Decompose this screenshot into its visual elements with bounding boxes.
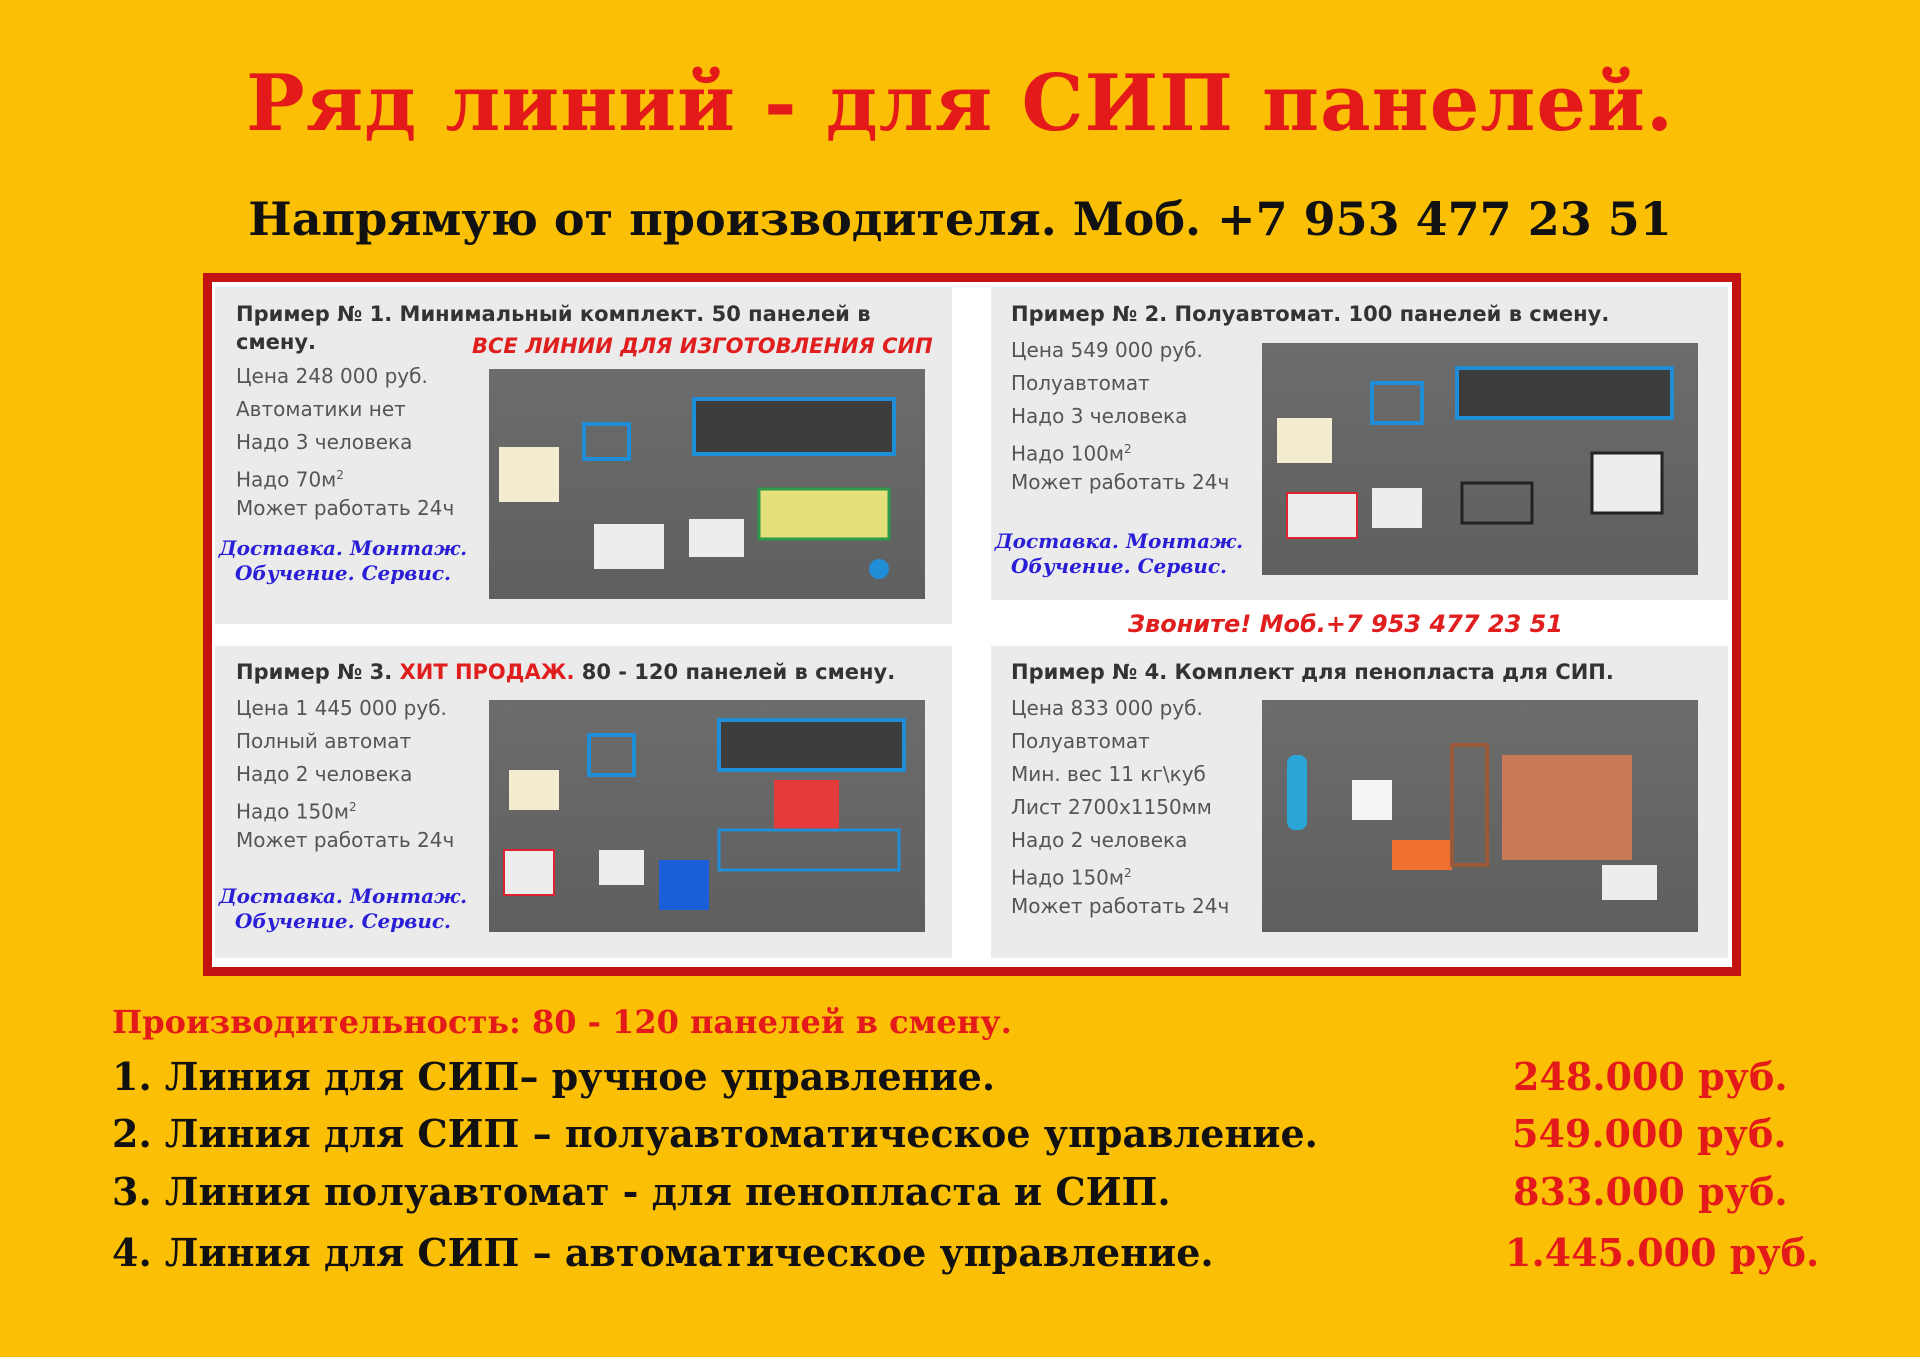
example-3-specs: Цена 1 445 000 руб. Полный автомат Надо 2 человека Надо $150м^2$ Может работать 24ч	[236, 696, 455, 852]
example-1-line-image	[489, 369, 925, 599]
price-row-3-label: 3. Линия полуавтомат - для пенопласта и СИП.	[112, 1169, 1171, 1214]
price-row-2-price: 549.000 руб.	[1512, 1111, 1787, 1156]
price-row-4-label: 4. Линия для СИП – автоматическое управление.	[112, 1230, 1214, 1275]
example-2-line-image	[1262, 343, 1698, 575]
example-3-service: Доставка. Монтаж. Обучение. Сервис.	[218, 884, 468, 933]
page-title: Ряд линий - для СИП панелей.	[245, 58, 1675, 149]
price-row-4-price: 1.445.000 руб.	[1505, 1230, 1820, 1275]
example-2-specs: Цена 549 000 руб. Полуавтомат Надо 3 человека Надо $100м^2$ Может работать 24ч	[1011, 338, 1230, 494]
example-4-specs: Цена 833 000 руб. Полуавтомат Мин. вес 11 кг\куб Лист 2700х1150мм Надо 2 человека Надо $150м^2$ Может работать 24ч	[1011, 696, 1230, 918]
call-banner: Звоните! Моб.+7 953 477 23 51	[1128, 610, 1564, 638]
example-2-title: Пример № 2. Полуавтомат. 100 панелей в смену.	[1011, 302, 1610, 326]
example-4-title: Пример № 4. Комплект для пенопласта для СИП.	[1011, 660, 1614, 684]
price-row-3-price: 833.000 руб.	[1513, 1169, 1788, 1214]
example-1-title: Пример № 1. Минимальный комплект. 50 панелей в смену.	[236, 302, 871, 354]
example-4-foam-image	[1262, 700, 1698, 932]
price-row-1-price: 248.000 руб.	[1513, 1054, 1788, 1099]
price-row-1-label: 1. Линия для СИП– ручное управление.	[112, 1054, 996, 1099]
example-1-service: Доставка. Монтаж. Обучение. Сервис.	[218, 536, 468, 585]
page-subtitle: Напрямую от производителя. Моб. +7 953 477 23 51	[248, 192, 1672, 246]
example-3-title: Пример № 3. ХИТ ПРОДАЖ. 80 - 120 панелей в смену.	[236, 660, 896, 684]
all-lines-banner: ВСЕ ЛИНИИ ДЛЯ ИЗГОТОВЛЕНИЯ СИП	[472, 334, 933, 358]
price-row-2-label: 2. Линия для СИП – полуавтоматическое управление.	[112, 1111, 1318, 1156]
example-1-specs: Цена 248 000 руб. Автоматики нет Надо 3 человека Надо $70м^2$ Может работать 24ч	[236, 364, 455, 520]
example-3-line-image	[489, 700, 925, 932]
performance-text: Производительность: 80 - 120 панелей в смену.	[112, 1003, 1012, 1041]
example-2-service: Доставка. Монтаж. Обучение. Сервис.	[994, 529, 1244, 578]
